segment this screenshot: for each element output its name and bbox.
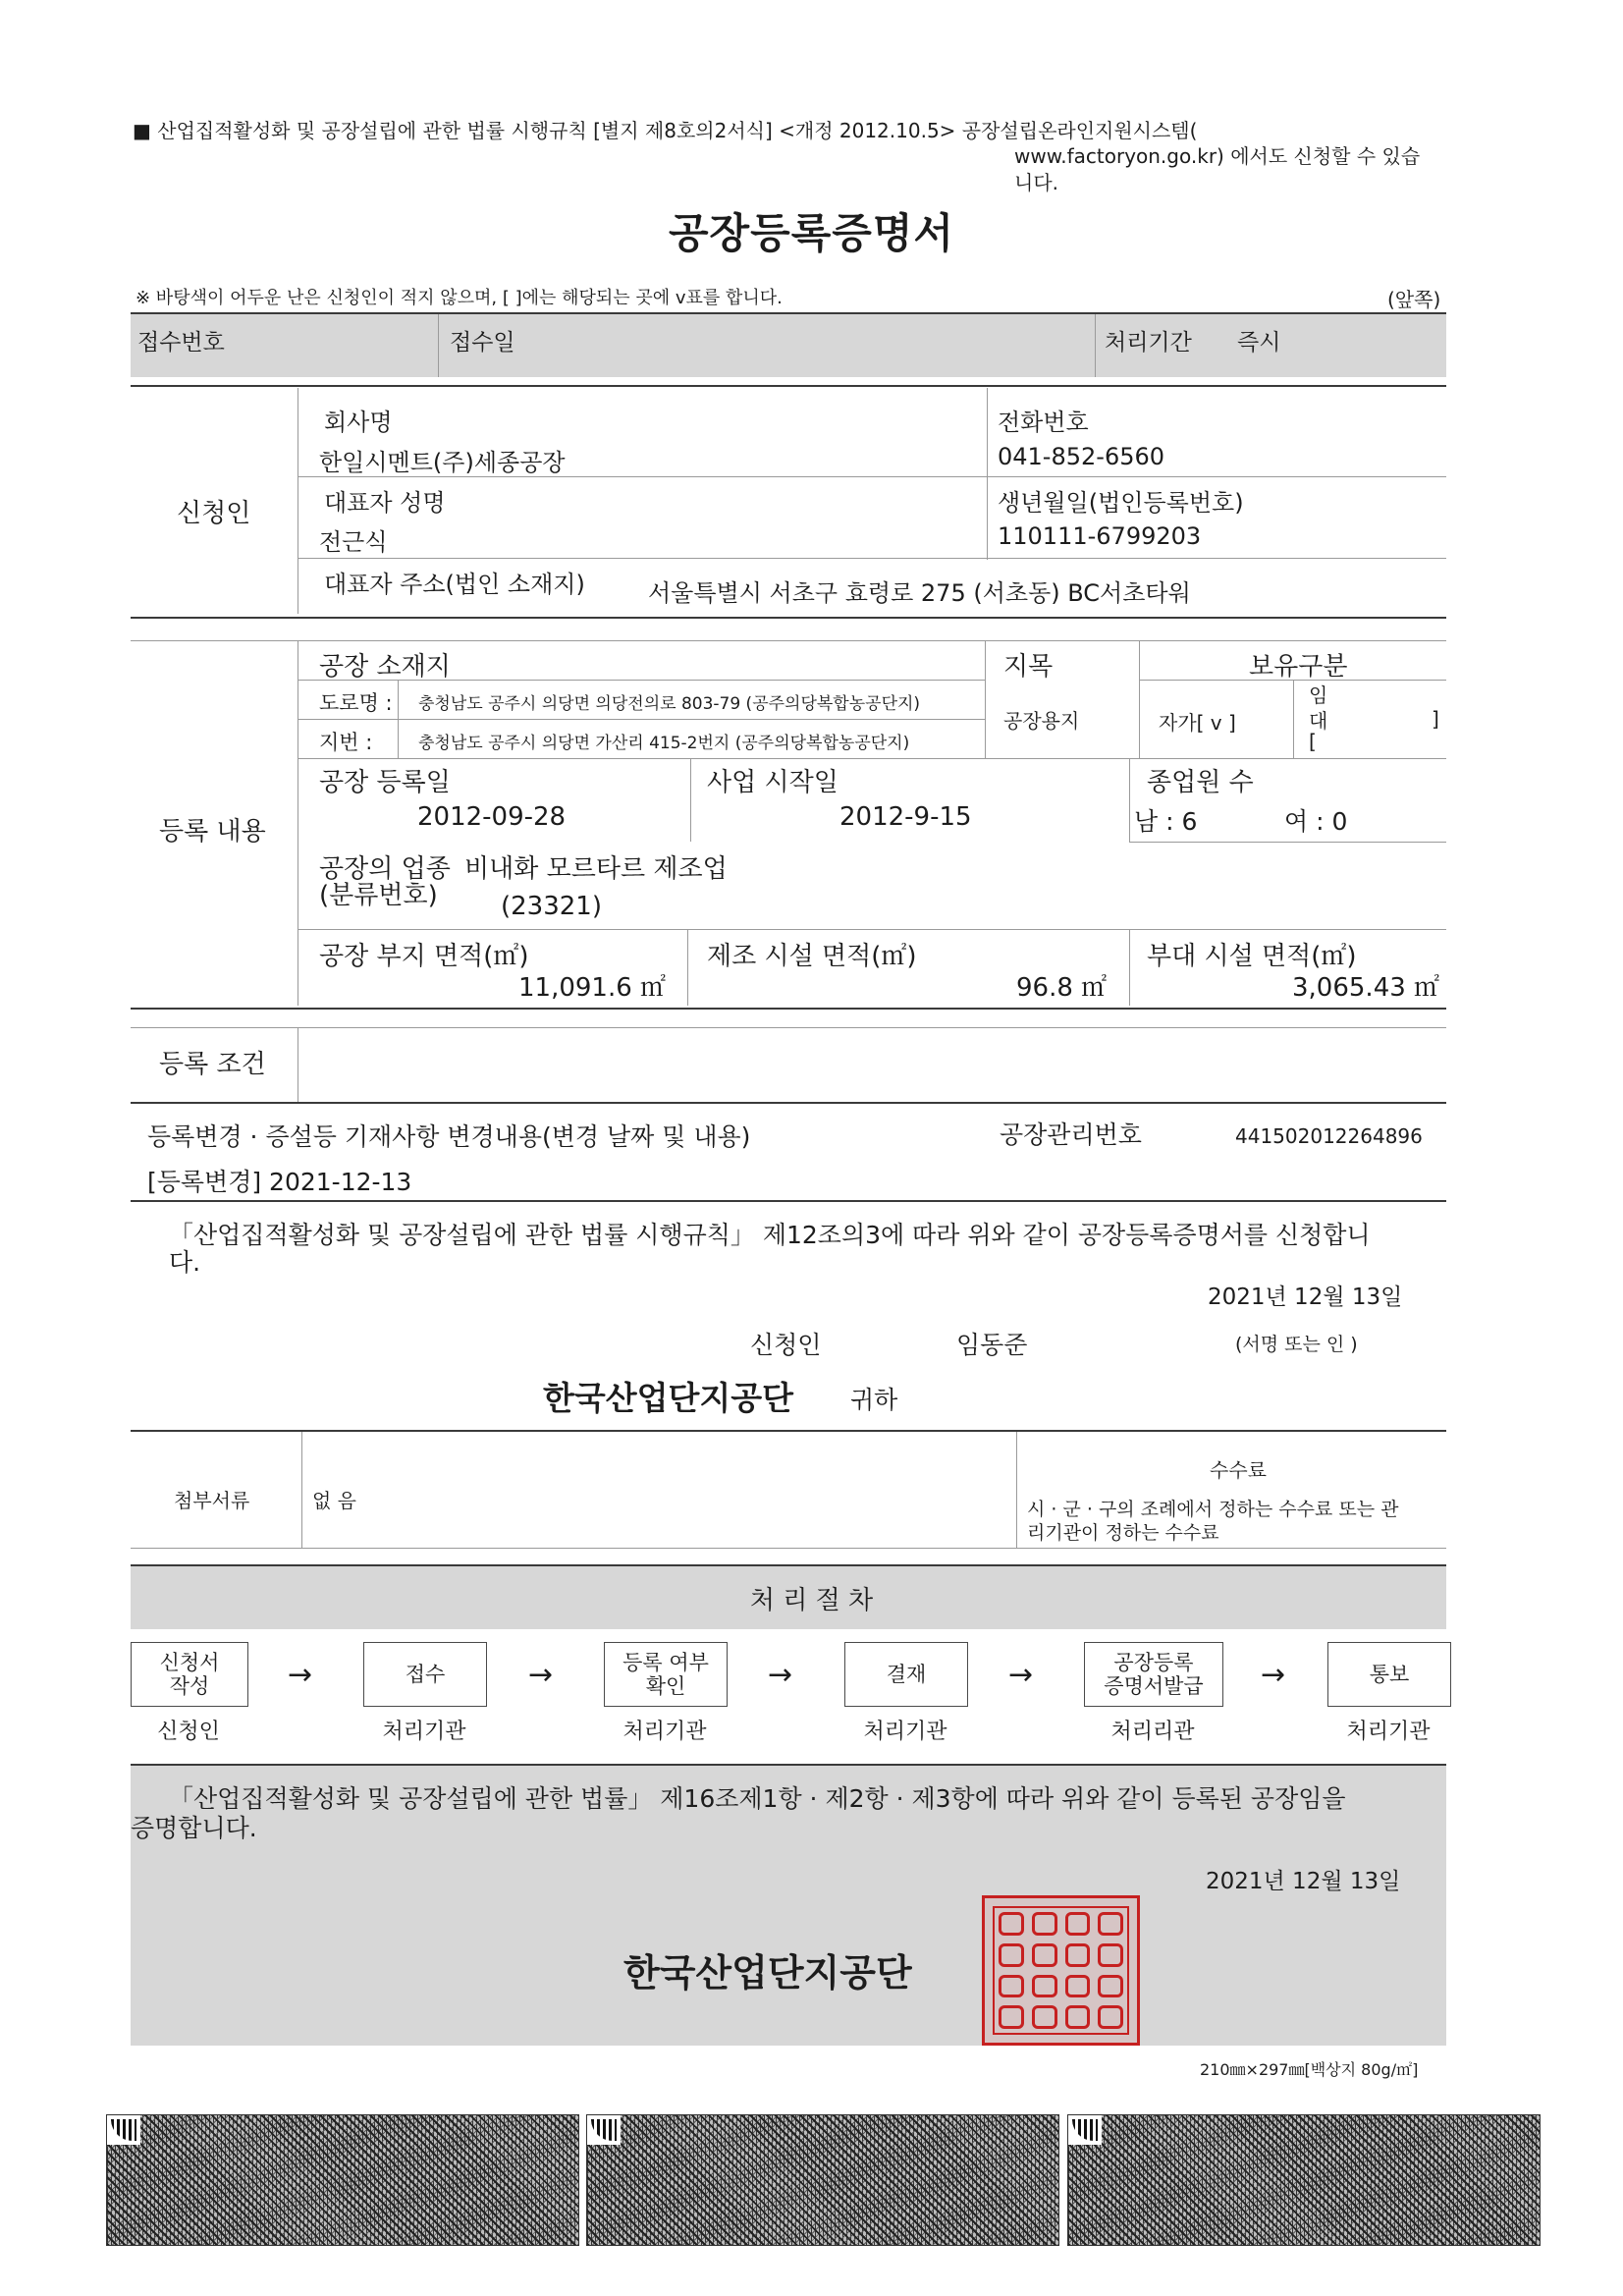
procedure-step-notification: 통보 <box>1327 1642 1451 1707</box>
certification-text-end: 증명합니다. <box>131 1814 257 1842</box>
arrow-icon: → <box>768 1658 793 1692</box>
procedure-actor: 처리리관 <box>1110 1720 1195 1744</box>
phone-number: 041-852-6560 <box>998 443 1165 470</box>
row-rule <box>298 558 1446 559</box>
arrow-icon: → <box>288 1658 313 1692</box>
factory-location-label: 공장 소재지 <box>319 652 451 682</box>
procedure-step-approval: 결재 <box>844 1642 968 1707</box>
auxiliary-area-label: 부대 시설 면적(㎡) <box>1147 942 1357 971</box>
arrow-icon: → <box>1008 1658 1034 1692</box>
employees-female: 여 : 0 <box>1284 807 1348 836</box>
lot-address-label: 지번 : <box>319 731 373 754</box>
ownership-label: 보유구분 <box>1249 652 1348 682</box>
column-divider <box>1139 640 1140 758</box>
industry-code-label: (분류번호) <box>319 881 438 910</box>
certification-date: 2021년 12월 13일 <box>1206 1869 1401 1894</box>
recipient-agency: 한국산업단지공단 <box>543 1379 794 1417</box>
form-reference-end: 니다. <box>1014 171 1058 194</box>
industry-name: 비내화 모르타르 제조업 <box>464 854 728 884</box>
representative-name: 전근식 <box>319 528 388 556</box>
row-rule <box>298 719 985 720</box>
change-entry: [등록변경] 2021-12-13 <box>147 1168 412 1196</box>
receipt-number-label: 접수번호 <box>137 330 225 355</box>
procedure-step-review: 등록 여부 확인 <box>604 1642 728 1707</box>
site-area: 11,091.6 ㎡ <box>518 973 667 1003</box>
business-start-label: 사업 시작일 <box>707 768 839 797</box>
pattern-marker-icon <box>587 2115 621 2145</box>
management-number: 441502012264896 <box>1235 1124 1423 1148</box>
section-top-rule <box>131 640 1446 641</box>
birth-date-label: 생년월일(법인등록번호) <box>998 489 1244 517</box>
applicant-bottom-rule <box>131 617 1446 619</box>
attachments-top-rule <box>131 1430 1446 1432</box>
column-divider <box>1129 929 1130 1006</box>
conditions-label: 등록 조건 <box>159 1050 266 1079</box>
applicant-section-label: 신청인 <box>177 499 251 528</box>
changes-label: 등록변경 · 증설등 기재사항 변경내용(변경 날짜 및 내용) <box>147 1122 751 1151</box>
ownership-own-checkbox[interactable]: 자가[ v ] <box>1159 711 1236 735</box>
processing-period-value: 즉시 <box>1237 330 1281 355</box>
row-rule <box>298 476 1446 477</box>
row-rule <box>298 929 1446 930</box>
fee-description-end: 리기관이 정하는 수수료 <box>1027 1522 1219 1544</box>
procedure-step-issuance: 공장등록 증명서발급 <box>1084 1642 1223 1707</box>
ownership-lease-label: 대 <box>1309 709 1328 733</box>
changes-bottom-rule <box>131 1200 1446 1202</box>
receipt-divider <box>438 314 439 377</box>
procedure-actor: 처리기관 <box>622 1720 707 1744</box>
representative-name-label: 대표자 성명 <box>324 489 446 517</box>
row-rule <box>1129 842 1446 843</box>
form-reference-url: www.factoryon.go.kr) 에서도 신청할 수 있습 <box>1014 144 1421 168</box>
column-divider <box>690 758 691 842</box>
fee-description: 시 · 군 · 구의 조례에서 정하는 수수료 또는 관 <box>1027 1499 1399 1520</box>
land-category: 공장용지 <box>1003 709 1080 733</box>
employees-label: 종업원 수 <box>1147 768 1254 797</box>
security-pattern <box>106 2114 579 2246</box>
auxiliary-area: 3,065.43 ㎡ <box>1292 973 1440 1003</box>
manufacturing-area: 96.8 ㎡ <box>1016 973 1108 1003</box>
industry-code: (23321) <box>501 892 602 921</box>
procedure-title: 처 리 절 차 <box>749 1586 874 1615</box>
column-divider <box>985 640 986 758</box>
page-side-label: (앞쪽) <box>1387 288 1441 311</box>
issuing-agency: 한국산업단지공단 <box>623 1951 912 1995</box>
processing-period-label: 처리기간 <box>1105 330 1192 355</box>
industry-label: 공장의 업종 <box>319 854 451 884</box>
road-address: 충청남도 공주시 의당면 의당전의로 803-79 (공주의당복합농공단지) <box>418 694 921 714</box>
procedure-actor: 신청인 <box>157 1720 220 1744</box>
recipient-honorific: 귀하 <box>850 1386 898 1414</box>
declaration-text-end: 다. <box>169 1248 201 1277</box>
column-divider <box>687 929 688 1006</box>
fee-label: 수수료 <box>1210 1458 1267 1482</box>
employees-male: 남 : 6 <box>1134 807 1198 836</box>
address-label: 대표자 주소(법인 소재지) <box>324 571 585 598</box>
registration-date: 2012-09-28 <box>417 802 567 832</box>
ownership-lease-bracket: ] <box>1432 707 1439 731</box>
manufacturing-area-label: 제조 시설 면적(㎡) <box>707 942 917 971</box>
applicant-signature-name: 임동준 <box>956 1331 1028 1359</box>
security-pattern <box>586 2114 1059 2246</box>
section-divider <box>301 1432 302 1548</box>
paper-spec: 210㎜×297㎜[백상지 80g/㎡] <box>1200 2060 1419 2079</box>
registration-date-label: 공장 등록일 <box>319 768 451 797</box>
pattern-marker-icon <box>1068 2115 1102 2145</box>
procedure-actor: 처리기관 <box>382 1720 466 1744</box>
road-address-label: 도로명 : <box>319 691 393 715</box>
column-divider <box>987 388 988 560</box>
signature-note: (서명 또는 인 ) <box>1235 1334 1358 1355</box>
procedure-actor: 처리기관 <box>863 1720 947 1744</box>
ownership-lease-label: 임 <box>1309 683 1328 707</box>
ownership-divider <box>1293 680 1294 758</box>
fee-divider <box>1016 1432 1017 1548</box>
page-title: 공장등록증명서 <box>668 209 954 257</box>
address-value: 서울특별시 서초구 효령로 275 (서초동) BC서초타워 <box>648 579 1191 607</box>
procedure-step-receipt: 접수 <box>363 1642 487 1707</box>
official-seal <box>982 1895 1140 2046</box>
instruction-note: ※ 바탕색이 어두운 난은 신청인이 적지 않으며, [ ]에는 해당되는 곳에 v표를 합니다. <box>135 288 783 308</box>
applicant-signature-label: 신청인 <box>750 1331 822 1359</box>
receipt-bottom-rule <box>131 385 1446 387</box>
arrow-icon: → <box>1261 1658 1286 1692</box>
row-rule <box>298 758 1446 759</box>
address-divider <box>398 680 399 758</box>
lot-address: 충청남도 공주시 의당면 가산리 415-2번지 (공주의당복합농공단지) <box>418 734 910 753</box>
security-pattern <box>1067 2114 1541 2246</box>
corporate-registration-number: 110111-6799203 <box>998 522 1202 550</box>
receipt-divider <box>1095 314 1096 377</box>
form-reference: ■ 산업집적활성화 및 공장설립에 관한 법률 시행규칙 [별지 제8호의2서식] <개정 2012.10.5> 공장설립온라인지원시스템( <box>133 119 1198 142</box>
site-area-label: 공장 부지 면적(㎡) <box>319 942 529 971</box>
certification-text: 「산업집적활성화 및 공장설립에 관한 법률」 제16조제1항 · 제2항 · 제3항에 따라 위와 같이 등록된 공장임을 <box>169 1784 1346 1813</box>
registration-section-label: 등록 내용 <box>159 817 266 847</box>
management-number-label: 공장관리번호 <box>1000 1121 1142 1149</box>
attachments-label: 첨부서류 <box>174 1489 250 1512</box>
company-name-label: 회사명 <box>324 409 393 436</box>
business-start-date: 2012-9-15 <box>839 802 972 832</box>
receipt-date-label: 접수일 <box>450 330 515 355</box>
phone-label: 전화번호 <box>998 409 1089 436</box>
land-category-label: 지목 <box>1003 652 1054 682</box>
procedure-actor: 처리기관 <box>1346 1720 1431 1744</box>
conditions-bottom-rule <box>131 1102 1446 1104</box>
conditions-top-rule <box>131 1027 1446 1028</box>
registration-bottom-rule <box>131 1008 1446 1010</box>
company-name: 한일시멘트(주)세종공장 <box>319 449 566 476</box>
arrow-icon: → <box>528 1658 554 1692</box>
column-divider <box>1129 758 1130 842</box>
declaration-text: 「산업집적활성화 및 공장설립에 관한 법률 시행규칙」 제12조의3에 따라 위와 같이 공장등록증명서를 신청합니 <box>169 1221 1371 1249</box>
ownership-lease-checkbox[interactable]: [ <box>1309 730 1317 753</box>
attachments-value: 없 음 <box>312 1489 356 1512</box>
application-date: 2021년 12월 13일 <box>1208 1285 1403 1310</box>
procedure-step-application: 신청서 작성 <box>131 1642 248 1707</box>
pattern-marker-icon <box>107 2115 140 2145</box>
row-rule <box>298 680 985 681</box>
attachments-bottom-rule <box>131 1548 1446 1549</box>
